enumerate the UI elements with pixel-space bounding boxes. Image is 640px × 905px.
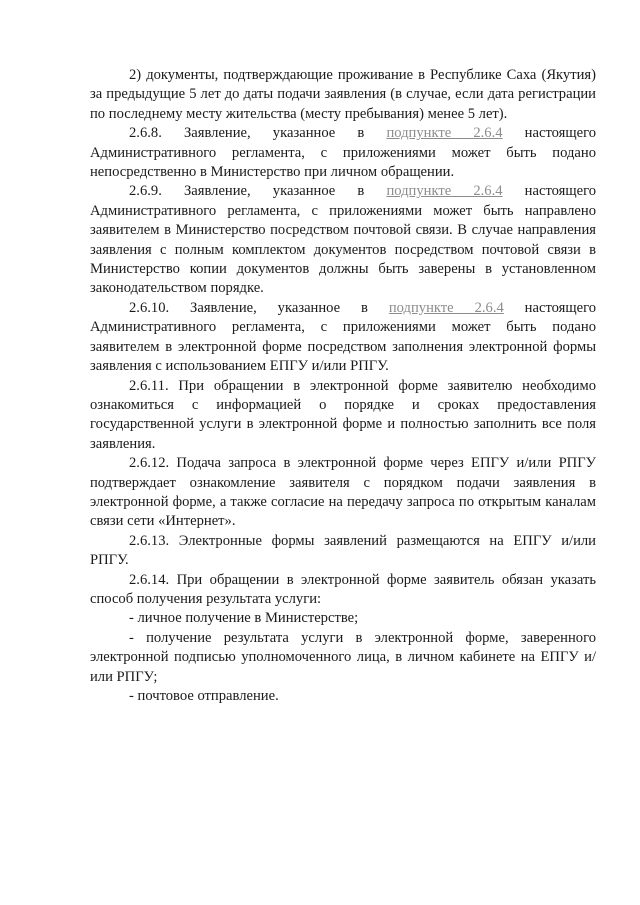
- subsection-link[interactable]: подпункте 2.6.4: [386, 125, 503, 142]
- paragraph-2-6-10: [90, 299, 596, 377]
- paragraph-2-6-9: [90, 182, 596, 298]
- list-item-personal: - личное получение в Министерстве;: [129, 610, 359, 627]
- paragraph-text: настоящего Административного регламента, с приложениями может быть подано непосредственно в Министерство при личном обращении.: [90, 125, 596, 181]
- list-item-electronic: - получение результата услуги в электронной форме, заверенного электронной подписью уполномоченного лица, в личном кабинете на ЕПГУ и/или РПГУ;: [90, 629, 596, 685]
- paragraph-text: настоящего Административного регламента, с приложениями может быть направлено заявителем в Министерство посредством почтовой связи. В случае направления заявления с полным комплектом документов посредством почтовой связи в Министерство копии документов должны быть заверены в установленном законодательством порядке.: [90, 183, 596, 297]
- paragraph-text: 2.6.8. Заявление, указанное в: [129, 125, 387, 142]
- document-body: [90, 66, 596, 706]
- subsection-link[interactable]: подпункте 2.6.4: [386, 183, 503, 200]
- paragraph-text: 2.6.9. Заявление, указанное в: [129, 183, 387, 200]
- subsection-link[interactable]: подпункте 2.6.4: [388, 299, 504, 316]
- paragraph-2-6-14: 2.6.14. При обращении в электронной форме заявитель обязан указать способ получения результата услуги:: [90, 571, 596, 607]
- paragraph-2-6-13: 2.6.13. Электронные формы заявлений размещаются на ЕПГУ и/или РПГУ.: [90, 532, 596, 569]
- paragraph-2-6-12: 2.6.12. Подача запроса в электронной форме через ЕПГУ и/или РПГУ подтверждает ознакомление заявителя с порядком подачи заявления в электронной форме, а также согласие на передачу запроса по открытым каналам связи сети «Интернет».: [90, 455, 596, 530]
- paragraph-2-6-11: 2.6.11. При обращении в электронной форме заявителю необходимо ознакомиться с информацией о порядке и сроках предоставления государственной услуги в электронной форме и полностью заполнить все поля заявления.: [90, 377, 596, 452]
- list-item-postal: - почтовое отправление.: [129, 688, 279, 704]
- paragraph-text: настоящего Административного регламента, с приложениями может быть подано заявителем в электронной форме посредством заполнения электронной формы заявления с использованием ЕПГУ и/или РПГУ.: [90, 299, 597, 375]
- paragraph-2-6-8: [90, 124, 596, 182]
- paragraph-item-2: 2) документы, подтверждающие проживание в Республике Саха (Якутия) за предыдущие 5 лет до даты подачи заявления (в случае, если дата регистрации по последнему месту жительства (месту пребывания) менее 5 лет).: [90, 67, 596, 122]
- paragraph-text: 2.6.10. Заявление, указанное в: [129, 299, 389, 316]
